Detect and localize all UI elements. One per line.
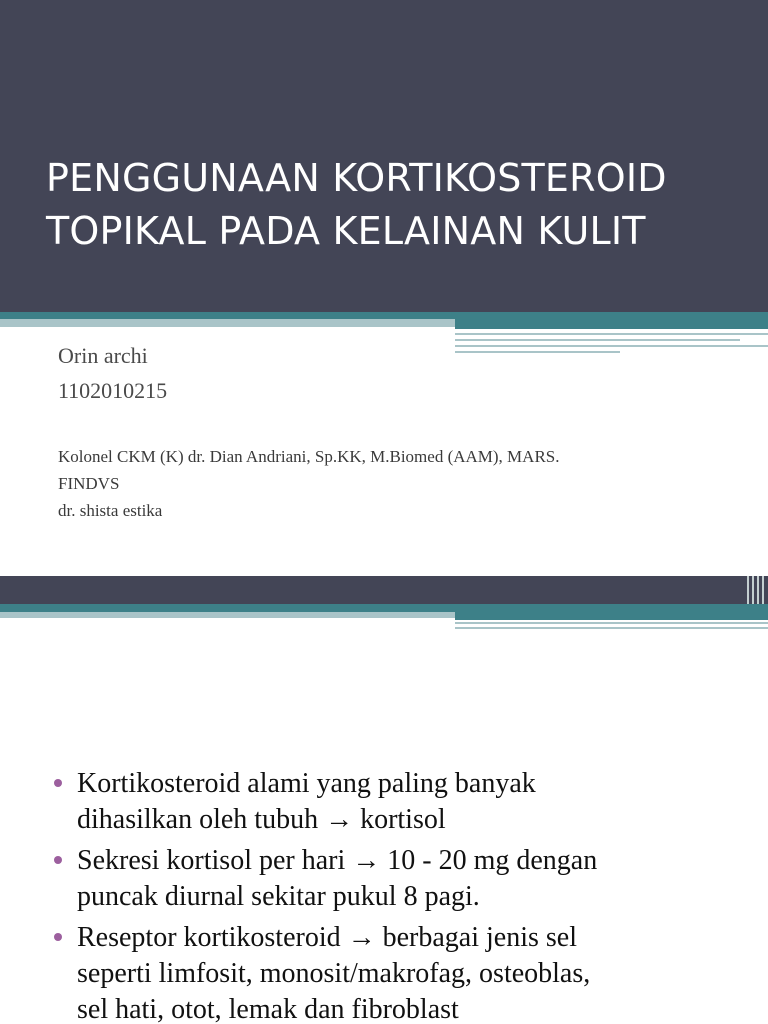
bullet-line: Sekresi kortisol per hari → 10 - 20 mg dengan [77,845,598,876]
bullet-dot-icon [54,779,62,787]
content-slide [0,576,768,1024]
teal-stripe-right [455,612,768,620]
supervisor-line: Kolonel CKM (K) dr. Dian Andriani, Sp.KK, M.Biomed (AAM), MARS. [58,447,560,466]
bullet-line: puncak diurnal sekitar pukul 8 pagi. [77,881,480,912]
title-line: TOPIKAL PADA KELAINAN KULIT [46,209,646,253]
bullet-dot-icon [54,856,62,864]
bullet-line: dihasilkan oleh tubuh → kortisol [77,804,446,835]
bullet-item [50,920,750,1024]
teal-stripe-right [455,319,768,329]
bullet-list [50,766,750,1024]
teal-stripe [0,312,768,319]
bullet-item [50,843,750,915]
divider-line [455,345,768,347]
light-stripe [0,612,455,618]
divider-line [455,333,768,335]
bullet-line: Kortikosteroid alami yang paling banyak [77,768,536,799]
supervisor-line: dr. shista estika [58,501,163,520]
title-line: PENGGUNAAN KORTIKOSTEROID [46,156,667,200]
supervisor-line: FINDVS [58,474,120,493]
divider-line [455,339,740,341]
light-stripe [0,319,455,327]
teal-stripe [0,604,768,612]
divider-line [455,351,620,353]
bullet-dot-icon [54,933,62,941]
slide-title [46,152,746,258]
bullet-item [50,766,750,838]
author-name: Orin archi [58,343,148,368]
bullet-line: Reseptor kortikosteroid → berbagai jenis sel [77,922,577,953]
bullet-line: seperti limfosit, monosit/makrofag, osteoblas, [77,958,591,989]
vertical-stripes [744,576,768,604]
divider-line [455,627,768,629]
supervisor-list [58,443,748,524]
bullet-line: sel hati, otot, lemak dan fibroblast [77,994,459,1024]
header-band [0,576,768,604]
author-id: 1102010215 [58,378,168,403]
divider-line [455,622,768,624]
